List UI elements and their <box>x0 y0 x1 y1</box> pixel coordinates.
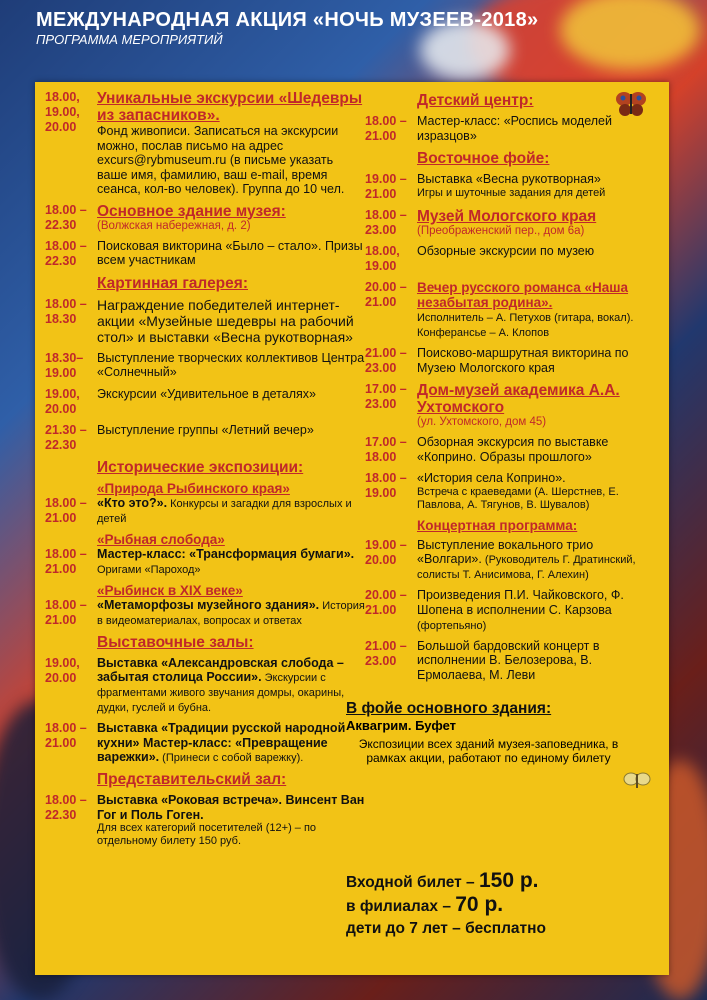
exhibit-item <box>45 656 365 716</box>
foyer-title: В фойе основного здания: <box>346 700 552 717</box>
event-text: Обзорные экскурсии по музею <box>417 244 595 258</box>
mologa-title: Музей Мологского края <box>417 208 597 225</box>
quiz-block <box>45 239 365 269</box>
ukhtomsky-title: Дом-музей академика А.А. Ухтомского <box>417 382 620 416</box>
event-text: Награждение победителей интернет-акции «Музейные шедевры на рабочий стол» и выставки «Весна рукотворная» <box>97 296 354 345</box>
time: 19.00, 20.00 <box>45 655 80 685</box>
event-strong: Выставка «Традиции русской народной кухни» Мастер-класс: «Превращение варежки». <box>97 721 346 764</box>
kids-item <box>365 114 661 144</box>
ticket-label: Входной билет – <box>346 874 475 891</box>
event-text: Выступление творческих коллективов Центра «Солнечный» <box>97 350 365 379</box>
event-text: Для всех категорий посетителей (12+) – по отдельному билету 150 руб. <box>97 822 317 847</box>
history-sub: «Природа Рыбинского края» <box>97 480 290 496</box>
ukhtomsky-block <box>365 382 661 429</box>
mologa-item <box>365 346 661 376</box>
time: 19.00 – 21.00 <box>365 172 407 201</box>
right-column <box>365 90 661 688</box>
time: 20.00 – 21.00 <box>365 588 407 617</box>
mologa-block <box>365 208 661 238</box>
ukhtomsky-address: (ул. Ухтомского, дом 45) <box>417 416 547 428</box>
event-text: Экскурсии с фрагментами живого звучания домры, окарины, дудки, гуслей и бубна. <box>97 672 345 714</box>
event-strong: Выставка «Роковая встреча». Винсент Ван Гог и Поль Гоген. <box>97 793 365 822</box>
ukhtomsky-item <box>365 435 661 465</box>
kids-title: Детский центр: <box>417 92 534 109</box>
main-building-title: Основное здание музея: <box>97 202 286 220</box>
time: 17.00 – 18.00 <box>365 435 407 464</box>
time: 18.00 – 18.30 <box>45 296 87 326</box>
history-item <box>45 532 365 577</box>
butterfly-icon <box>615 90 647 118</box>
event-text: Экскурсии «Удивительное в деталях» <box>97 386 316 401</box>
event-strong: Выставка «Александровская слобода – забытая столица России». <box>97 655 344 684</box>
ticket-label: в филиалах – <box>346 898 451 915</box>
time: 18.00 – 19.00 <box>365 471 407 500</box>
event-text: История в видеоматериалах, вопросах и ответах <box>97 599 365 627</box>
event-small: Встреча с краеведами (А. Шерстнев, Е. Павлова, А. Тягунов, В. Шувалов) <box>417 485 619 511</box>
program-panel <box>35 82 669 975</box>
time: 18.30– 19.00 <box>45 350 84 380</box>
foyer-block <box>346 700 631 765</box>
event-strong: Обзорная экскурсия по выставке «Коприно. Образы прошлого» <box>417 435 609 464</box>
time: 18.00 – 21.00 <box>45 546 87 576</box>
concert-title: Концертная программа: <box>417 517 578 533</box>
event-text: Выставка «Весна рукотворная» <box>417 172 601 186</box>
ticket-free: дети до 7 лет – бесплатно <box>346 920 546 937</box>
time: 18.00 – 22.30 <box>45 202 87 232</box>
time: 21.00 – 23.00 <box>365 346 407 375</box>
foyer-note: Экспозиции всех зданий музея-заповедника, в рамках акции, работают по единому билету <box>358 737 619 765</box>
time: 18.00, 19.00 <box>365 244 400 273</box>
quiz-text: Поисковая викторина «Было – стало». Призы всем участникам <box>97 238 363 267</box>
mologa-item <box>365 280 661 340</box>
gallery-item <box>45 387 365 417</box>
east-title: Восточное фойе: <box>417 150 550 167</box>
event-strong: Произведения П.И. Чайковского, Ф. Шопена в исполнении С. Карзова <box>417 588 624 617</box>
time: 21.30 – 22.30 <box>45 422 87 452</box>
exhibit-item <box>45 721 365 765</box>
event-text: (Принеси с собой варежку). <box>159 752 304 764</box>
event-text: Конкурсы и загадки для взрослых и детей <box>97 497 352 525</box>
ticket-block <box>346 870 546 940</box>
event-text: Исполнитель – А. Петухов (гитара, вокал). Конферансье – А. Клопов <box>417 312 634 339</box>
east-item <box>365 172 661 202</box>
ukhtomsky-item <box>365 471 661 512</box>
rep-item <box>45 793 365 848</box>
time: 17.00 – 23.00 <box>365 382 407 411</box>
rep-title: Представительский зал: <box>97 771 287 788</box>
time: 18.00 – 23.00 <box>365 208 407 237</box>
main-building-address: (Волжская набережная, д. 2) <box>97 219 251 232</box>
time: 19.00, 20.00 <box>45 386 80 416</box>
ticket-price: 70 р. <box>455 893 504 916</box>
mologa-item <box>365 244 661 274</box>
excursions-title: Уникальные экскурсии «Шедевры из запасников». <box>97 90 363 124</box>
foyer-sub: Аквагрим. Буфет <box>346 718 456 733</box>
mologa-address: (Преображенский пер., дом 6а) <box>417 225 585 237</box>
history-item <box>45 583 365 628</box>
time: 19.00 – 20.00 <box>365 537 407 567</box>
time: 21.00 – 23.00 <box>365 638 407 668</box>
time: 20.00 – 21.00 <box>365 280 407 309</box>
time: 18.00 – 21.00 <box>365 114 407 143</box>
concert-item <box>365 538 661 583</box>
exhibit-title: Выставочные залы: <box>97 633 254 651</box>
time: 18.00 – 21.00 <box>45 495 87 525</box>
time: 18.00 – 21.00 <box>45 721 87 750</box>
event-title: Вечер русского романса «Наша незабытая родина». <box>417 280 629 310</box>
history-item <box>45 481 365 526</box>
event-text: Выступление группы «Летний вечер» <box>97 422 314 437</box>
excursions-block <box>45 90 365 197</box>
event-strong: «Метаморфозы музейного здания». <box>97 597 320 612</box>
time: 18.00 – 21.00 <box>45 597 87 627</box>
history-sub: «Рыбинск в XIX веке» <box>97 582 243 598</box>
event-strong: Мастер-класс: «Трансформация бумаги». <box>97 546 355 561</box>
event-strong: Выступление вокального трио «Волгари». <box>417 537 594 566</box>
time: 18.00 – 22.30 <box>45 793 87 822</box>
event-text: Мастер-класс: «Роспись моделей изразцов» <box>417 114 612 143</box>
header <box>36 8 538 48</box>
page-title: МЕЖДУНАРОДНАЯ АКЦИЯ «НОЧЬ МУЗЕЕВ-2018» <box>36 9 539 31</box>
gallery-item <box>45 351 365 381</box>
event-text: Поисково-маршрутная викторина по Музею Мологского края <box>417 346 629 375</box>
event-small: Игры и шуточные задания для детей <box>417 186 606 199</box>
main-building-block <box>45 203 365 233</box>
left-column <box>45 90 365 854</box>
event-text: Оригами «Пароход» <box>97 563 201 576</box>
time: 18.00, 19.00, 20.00 <box>45 90 80 134</box>
gallery-title: Картинная галерея: <box>97 274 248 292</box>
ticket-price: 150 р. <box>478 869 539 892</box>
history-sub: «Рыбная слобода» <box>97 531 225 547</box>
event-strong: «Кто это?». <box>97 495 168 510</box>
event-small: (фортепьяно) <box>417 619 487 632</box>
event-strong: Большой бардовский концерт в исполнении В. Белозерова, В. Ермолаева, М. Леви <box>417 638 600 682</box>
event-small: (Руководитель Г. Дратинский, солисты Т. Анисимова, Г. Алехин) <box>417 554 636 581</box>
concert-item <box>365 588 661 633</box>
page-subtitle: ПРОГРАММА МЕРОПРИЯТИЙ <box>36 32 223 47</box>
concert-item <box>365 639 661 683</box>
moth-icon <box>623 770 651 792</box>
gallery-item <box>45 423 365 453</box>
time: 18.00 – 22.30 <box>45 238 87 268</box>
gallery-item <box>45 297 365 345</box>
excursions-text: Фонд живописи. Записаться на экскурсии можно, послав письмо на адрес excurs@rybmuseum.ru (в письме указать ваше имя, фамилию, ваш e-mail, время сеанса, кол-во человек). Группа до 10 чел. <box>97 124 345 196</box>
history-title: Исторические экспозиции: <box>97 458 304 476</box>
event-strong: «История села Коприно». <box>417 471 566 485</box>
